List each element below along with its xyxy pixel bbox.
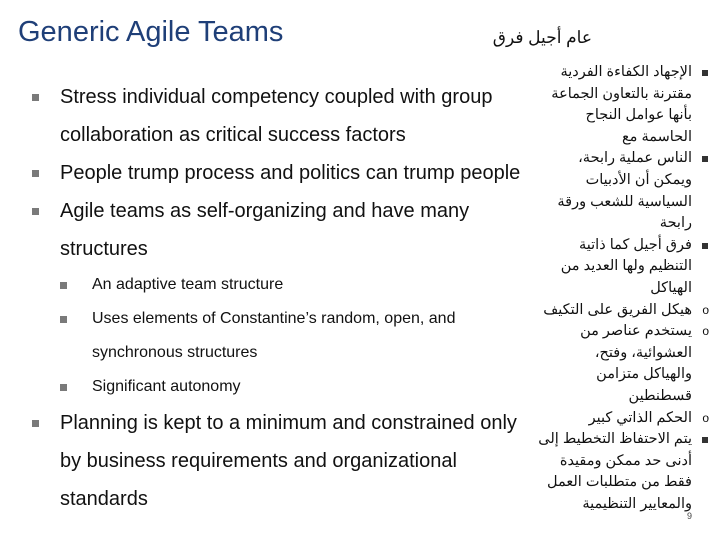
arabic-line — [512, 192, 712, 214]
arabic-text: أدنى حد ممكن ومقيدة — [559, 452, 692, 469]
arabic-line — [512, 429, 712, 451]
bullet-text: Agile teams as self-organizing and have many — [60, 200, 470, 222]
bullet-text: Significant autonomy — [92, 378, 241, 395]
arabic-text: والمعايير التنظيمية — [582, 495, 692, 512]
arabic-line — [512, 451, 712, 473]
arabic-text: هيكل الفريق على التكيف — [543, 301, 692, 318]
arabic-text: مقترنة بالتعاون الجماعة — [551, 85, 692, 102]
arabic-line — [512, 62, 712, 84]
arabic-line — [512, 84, 712, 106]
arabic-line — [512, 105, 712, 127]
arabic-text: الهياكل — [650, 279, 692, 296]
bullet-text: People trump process and politics can trump people — [60, 162, 521, 184]
square-bullet-icon — [60, 316, 67, 323]
bullet-item-level1 — [28, 404, 528, 442]
arabic-text: ويمكن أن الأدبيات — [585, 171, 692, 188]
bullet-text: Planning is kept to a minimum and constrained only — [60, 412, 517, 434]
bullet-text: An adaptive team structure — [92, 276, 284, 293]
arabic-line — [512, 235, 712, 257]
english-bullet-list — [28, 78, 528, 518]
arabic-line — [512, 343, 712, 365]
bullet-item-level2 — [28, 268, 528, 302]
arabic-text: فرق أجيل كما ذاتية — [579, 236, 692, 253]
arabic-bullet-list — [512, 62, 712, 515]
square-bullet-icon — [60, 384, 67, 391]
bullet-continuation — [28, 336, 528, 370]
bullet-text: Stress individual competency coupled with group — [60, 86, 493, 108]
arabic-text: يتم الاحتفاظ التخطيط إلى — [538, 431, 692, 448]
arabic-line — [512, 213, 712, 235]
slide-title: Generic Agile Teams — [18, 16, 284, 48]
arabic-line — [512, 386, 712, 408]
arabic-text: الناس عملية رابحة، — [578, 150, 692, 167]
square-bullet-icon — [702, 156, 708, 162]
arabic-line — [512, 494, 712, 516]
square-bullet-icon — [32, 208, 39, 215]
square-bullet-icon — [60, 282, 67, 289]
bullet-item-level1 — [28, 192, 528, 230]
arabic-text: الإجهاد الكفاءة الفردية — [560, 64, 692, 80]
arabic-text: والهياكل متزامن — [596, 366, 692, 383]
page-number: 9 — [686, 511, 692, 521]
arabic-text: قسطنطين — [628, 387, 692, 404]
arabic-text: العشوائية، وفتح، — [594, 344, 692, 361]
arabic-text: السياسية للشعب ورقة — [557, 193, 692, 210]
arabic-text: بأنها عوامل النجاح — [585, 107, 692, 124]
arabic-line — [512, 278, 712, 300]
arabic-line — [512, 148, 712, 170]
arabic-line — [512, 408, 712, 430]
square-bullet-icon — [702, 437, 708, 443]
arabic-text: الحاسمة مع — [621, 128, 692, 145]
square-bullet-icon — [32, 420, 39, 427]
bullet-continuation — [28, 442, 528, 480]
arabic-text: التنظيم ولها العديد من — [560, 258, 692, 275]
bullet-continuation — [28, 230, 528, 268]
arabic-line — [512, 256, 712, 278]
circle-bullet-icon: o — [702, 302, 709, 317]
arabic-line — [512, 300, 712, 322]
arabic-slide-title: عام أجيل فرق — [492, 28, 592, 47]
bullet-item-level1 — [28, 78, 528, 116]
circle-bullet-icon: o — [702, 410, 709, 425]
arabic-line — [512, 170, 712, 192]
arabic-text: الحكم الذاتي كبير — [588, 409, 692, 426]
arabic-text: يستخدم عناصر من — [580, 323, 692, 340]
arabic-line — [512, 364, 712, 386]
bullet-continuation — [28, 116, 528, 154]
square-bullet-icon — [702, 70, 708, 76]
square-bullet-icon — [702, 243, 708, 249]
square-bullet-icon — [32, 94, 39, 101]
arabic-line — [512, 472, 712, 494]
arabic-text: فقط من متطلبات العمل — [546, 474, 692, 491]
circle-bullet-icon: o — [702, 324, 709, 339]
bullet-item-level2 — [28, 370, 528, 404]
square-bullet-icon — [32, 170, 39, 177]
bullet-text: collaboration as critical success factors — [60, 124, 406, 146]
arabic-line — [512, 127, 712, 149]
arabic-line — [512, 321, 712, 343]
arabic-text: رابحة — [659, 215, 692, 232]
bullet-continuation — [28, 480, 528, 518]
bullet-text: standards — [60, 488, 148, 510]
bullet-text: Uses elements of Constantine’s random, open, and — [92, 310, 456, 327]
bullet-text: synchronous structures — [92, 344, 258, 361]
bullet-text: structures — [60, 238, 148, 260]
bullet-item-level2 — [28, 302, 528, 336]
bullet-text: by business requirements and organizational — [60, 450, 457, 472]
bullet-item-level1 — [28, 154, 528, 192]
